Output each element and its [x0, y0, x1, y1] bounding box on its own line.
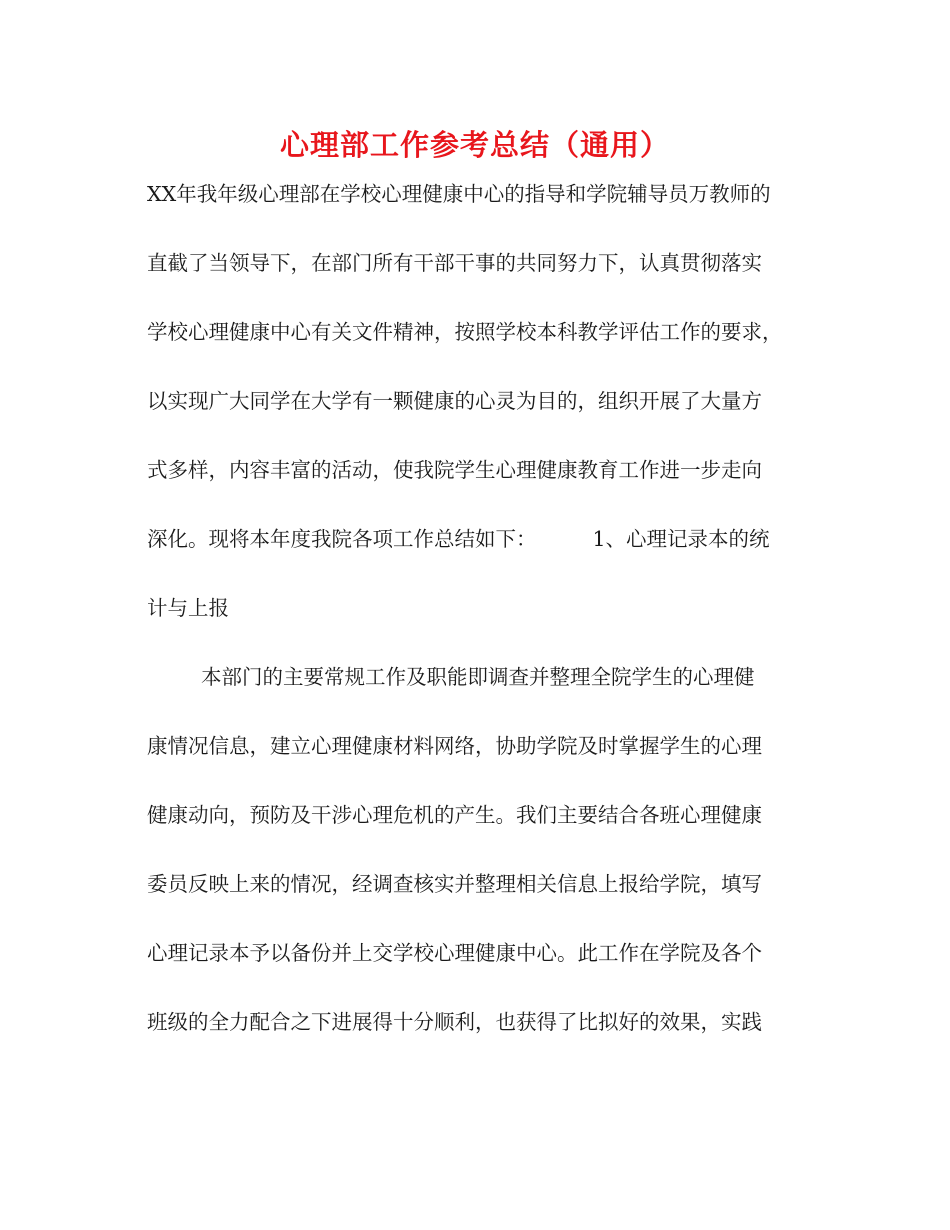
paragraph-2-line-1: 本部门的主要常规工作及职能即调查并整理全院学生的心理健 [201, 665, 755, 689]
paragraph-2-line-2: 康情况信息，建立心理健康材料网络，协助学院及时掌握学生的心理 [147, 734, 762, 758]
paragraph-2-line-4: 委员反映上来的情况，经调查核实并整理相关信息上报给学院，填写 [147, 872, 762, 896]
paragraph-1-line-6 [147, 519, 827, 559]
paragraph-1-line-5: 式多样，内容丰富的活动，使我院学生心理健康教育工作进一步走向 [147, 458, 762, 482]
paragraph-1-line-6-text: 深化。现将本年度我院各项工作总结如下： [147, 527, 537, 551]
paragraph-1-line-3: 学校心理健康中心有关文件精神，按照学校本科教学评估工作的要求， [147, 320, 783, 344]
section-1-heading-end: 计与上报 [147, 596, 229, 620]
paragraph-2-line-5: 心理记录本予以备份并上交学校心理健康中心。此工作在学院及各个 [147, 941, 762, 965]
document-title: 心理部工作参考总结（通用） [279, 128, 670, 162]
paragraph-2-line-6: 班级的全力配合之下进展得十分顺利，也获得了比拟好的效果，实践 [147, 1010, 762, 1034]
paragraph-2-line-3: 健康动向，预防及干涉心理危机的产生。我们主要结合各班心理健康 [147, 803, 762, 827]
paragraph-1-line-4: 以实现广大同学在大学有一颗健康的心灵为目的，组织开展了大量方 [147, 389, 762, 413]
section-1-heading-start: 1、心理记录本的统 [592, 527, 770, 551]
paragraph-1-line-2: 直截了当领导下，在部门所有干部干事的共同努力下，认真贯彻落实 [147, 251, 762, 275]
paragraph-1-line-1: XX年我年级心理部在学校心理健康中心的指导和学院辅导员万教师的 [147, 182, 771, 206]
